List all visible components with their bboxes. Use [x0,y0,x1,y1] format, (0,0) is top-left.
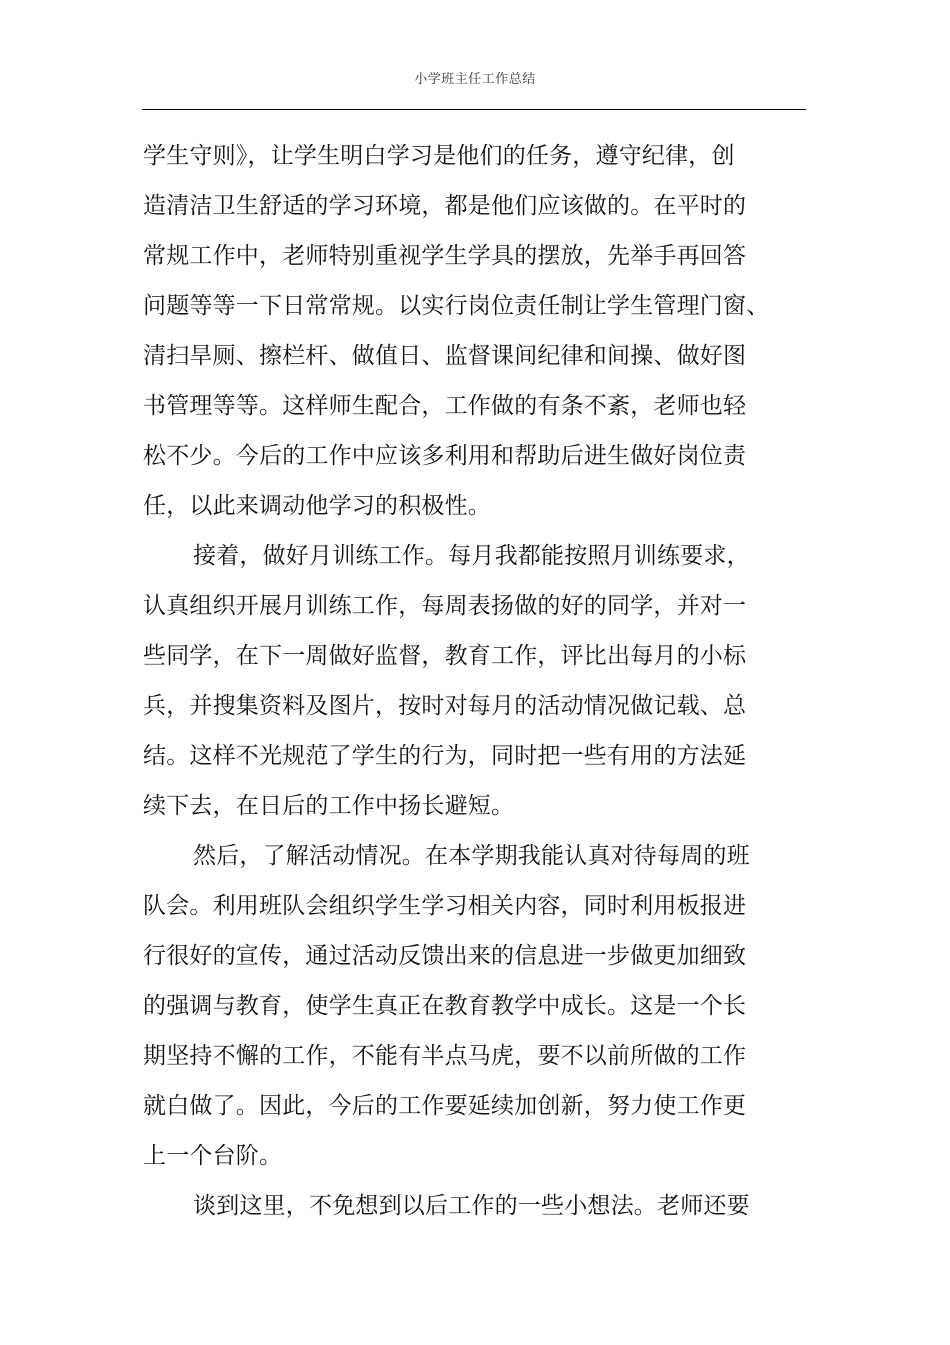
text-line: 问题等等一下日常常规。以实行岗位责任制让学生管理门窗、 [143,293,770,319]
text-line: 清扫旱厕、擦栏杆、做值日、监督课间纪律和间操、做好图 [143,343,747,369]
paragraph-first-line: 然后，了解活动情况。在本学期我能认真对待每周的班 [193,843,750,869]
text-line: 队会。利用班队会组织学生学习相关内容，同时利用板报进 [143,893,747,919]
text-line: 常规工作中，老师特别重视学生学具的摆放，先举手再回答 [143,243,747,269]
text-line: 上一个台阶。 [143,1143,283,1169]
header-divider [142,109,806,110]
text-line: 松不少。今后的工作中应该多利用和帮助后进生做好岗位责 [143,443,747,469]
text-line: 的强调与教育，使学生真正在教育教学中成长。这是一个长 [143,993,747,1019]
page-header-title: 小学班主任工作总结 [414,72,536,87]
paragraph-first-line: 接着，做好月训练工作。每月我都能按照月训练要求， [193,543,750,569]
text-line: 兵，并搜集资料及图片，按时对每月的活动情况做记载、总 [143,693,747,719]
text-line: 就白做了。因此，今后的工作要延续加创新，努力使工作更 [143,1093,747,1119]
text-line: 认真组织开展月训练工作，每周表扬做的好的同学，并对一 [143,593,747,619]
text-line: 期坚持不懈的工作，不能有半点马虎，要不以前所做的工作 [143,1043,747,1069]
text-line: 续下去，在日后的工作中扬长避短。 [143,793,515,819]
text-line: 学生守则》，让学生明白学习是他们的任务，遵守纪律，创 [143,143,735,169]
text-line: 任，以此来调动他学习的积极性。 [143,493,491,519]
text-line: 行很好的宣传，通过活动反馈出来的信息进一步做更加细致 [143,943,747,969]
text-line: 结。这样不光规范了学生的行为，同时把一些有用的方法延 [143,743,747,769]
document-body [143,131,770,1231]
text-line: 造清洁卫生舒适的学习环境，都是他们应该做的。在平时的 [143,193,747,219]
paragraph-first-line: 谈到这里，不免想到以后工作的一些小想法。老师还要 [193,1193,750,1219]
text-line: 些同学，在下一周做好监督，教育工作，评比出每月的小标 [143,643,747,669]
text-line: 书管理等等。这样师生配合，工作做的有条不紊，老师也轻 [143,393,747,419]
